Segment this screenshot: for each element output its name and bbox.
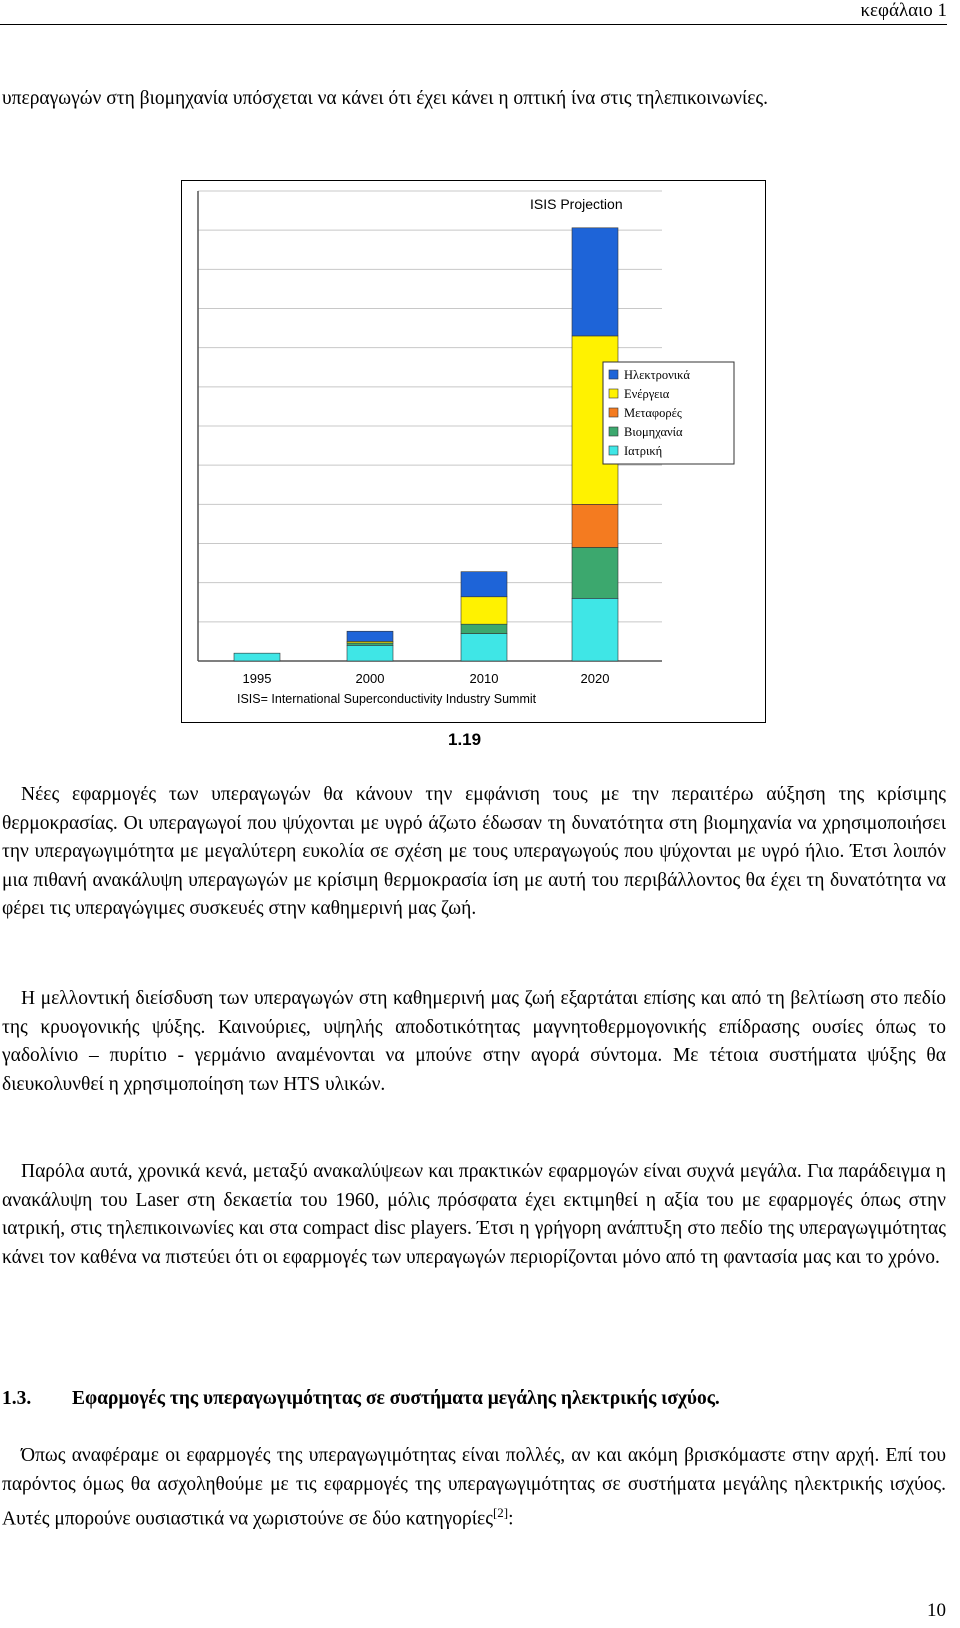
figure-caption: 1.19 (448, 730, 482, 749)
bar-segment (572, 598, 618, 661)
bar-segment (572, 228, 618, 336)
x-tick-label: 1995 (242, 671, 272, 686)
paragraph-1: Νέες εφαρμογές των υπεραγωγών θα κάνουν την εμφάνιση τους με την περαιτέρω αύξηση της κρίσιμης θερμοκρασίας. Οι υπεραγωγοί που ψύχονται με υγρό άζωτο έδωσαν τη δυνατότητα στη βιομηχανία να χρησιμοποιήσει την υπεραγωγιμότητα με μεγαλύτερη ευκολία σε σχέση με τους υπεραγωγούς που ψύχονται με υγρό ήλιο. Έτσι λοιπόν μια πιθανή ανακάλυψη υπεραγωγών με κρίσιμη θερμοκρασία ίση με αυτή του περιβάλλοντος θα έχει τη δυνατότητα να φέρει τις υπεραγώγιμες συσκευές στην καθημερινή μας ζωή. (2, 784, 946, 920)
bar-segment (461, 572, 507, 597)
legend-swatch (609, 427, 618, 436)
legend-label: Ηλεκτρονικά (624, 368, 690, 382)
bar-segment (234, 653, 280, 661)
x-tick-label: 2010 (469, 671, 499, 686)
bar-segment (461, 597, 507, 624)
paragraph-4 (2, 1442, 946, 1534)
bar-segment (347, 643, 393, 645)
chart-annotation: ISIS Projection (530, 196, 623, 212)
section-heading (2, 1388, 720, 1410)
legend-label: Ενέργεια (624, 387, 670, 401)
bar-segment (572, 547, 618, 598)
legend-swatch (609, 389, 618, 398)
x-tick-label: 2000 (355, 671, 385, 686)
page-header (0, 0, 947, 25)
legend-swatch (609, 408, 618, 417)
paragraph-intro: υπεραγωγών στη βιομηχανία υπόσχεται να κάνει ότι έχει κάνει η οπτική ίνα στις τηλεπικοινωνίες. (2, 88, 769, 109)
paragraph-2: Η μελλοντική διείσδυση των υπεραγωγών στη καθημερινή μας ζωή εξαρτάται επίσης και από τη βελτίωση στο πεδίο της κρυογονικής ψύξης. Καινούριες, υψηλής αποδοτικότητας μαγνητοθερμογονικής επίδρασης ουσίες όπως το γαδολίνιο – πυρίτιο - γερμάνιο αναμένονται να μπούνε στην αγορά σύντομα. Με τέτοια συστήματα ψύξης θα διευκολυνθεί η χρησιμοποίηση των HTS υλικών. (2, 988, 946, 1095)
paragraph-3: Παρόλα αυτά, χρονικά κενά, μεταξύ ανακαλύψεων και πρακτικών εφαρμογών είναι συχνά μεγάλα. Για παράδειγμα η ανακάλυψη του Laser στη δεκαετία του 1960, μόλις πρόσφατα έχει εκτιμηθεί η αξία του με εφαρμογές όπως στην ιατρική, στις τηλεπικοινωνίες και στα compact disc players. Έτσι η γρήγορη ανάπτυξη στο πεδίο της υπεραγωγιμότητας κάνει τον καθένα να πιστεύει ότι οι εφαρμογές των υπεραγωγών περιορίζονται μόνο από τη φαντασία μας και το χρόνο. (2, 1161, 946, 1268)
reference-mark: [2] (492, 1505, 509, 1521)
section-number: 1.3. (2, 1388, 32, 1409)
bar-segment (572, 504, 618, 547)
section-title: Εφαρμογές της υπεραγωγιμότητας σε συστήματα μεγάλης ηλεκτρικής ισχύος. (72, 1388, 720, 1409)
bar-segment (461, 634, 507, 661)
stacked-bar-chart (182, 181, 764, 721)
paragraph-4-text: Όπως αναφέραμε οι εφαρμογές της υπεραγωγιμότητας είναι πολλές, αν και ακόμη βρισκόμαστε στην αρχή. Επί του παρόντος όμως θα ασχοληθούμε με τις εφαρμογές της υπεραγωγιμότητας σε συστήματα μεγάλης ηλεκτρικής ισχύος. Αυτές μπορούνε ουσιαστικά να χωριστούνε σε δύο κατηγορίες (2, 1445, 946, 1530)
legend-swatch (609, 446, 618, 455)
figure-chart (181, 180, 766, 723)
legend-label: Βιομηχανία (624, 425, 683, 439)
legend-label: Μεταφορές (624, 406, 682, 420)
bar-segment (347, 645, 393, 661)
page-number: 10 (927, 1600, 946, 1621)
legend-label: Ιατρική (624, 444, 663, 458)
chart-footnote: ISIS= International Superconductivity Industry Summit (237, 692, 537, 706)
bar-segment (347, 631, 393, 641)
chapter-label: κεφάλαιο 1 (860, 0, 947, 21)
x-tick-label: 2020 (580, 671, 610, 686)
bar-segment (461, 624, 507, 633)
legend-swatch (609, 370, 618, 379)
paragraph-4-end: : (508, 1508, 514, 1530)
